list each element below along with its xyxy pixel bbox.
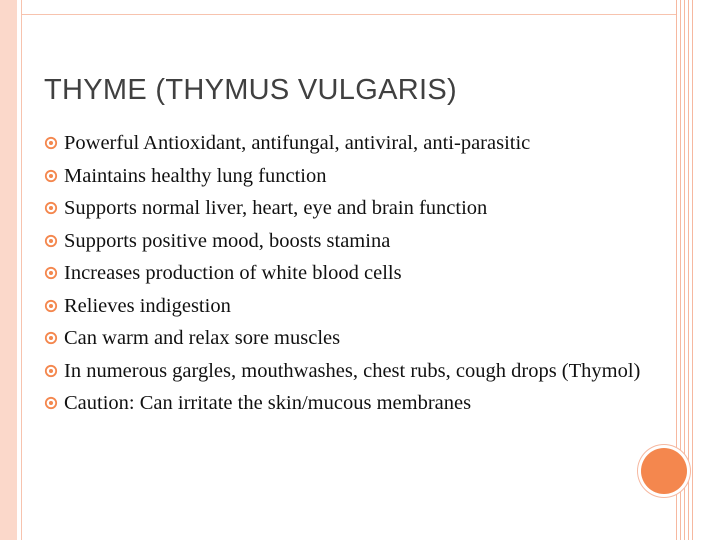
bullet-text: Supports positive mood, boosts stamina (64, 229, 391, 252)
bullet-text: Maintains healthy lung function (64, 164, 327, 187)
ring-bullet-icon (44, 201, 58, 215)
accent-circle (641, 448, 687, 494)
bullet-item (44, 130, 654, 157)
ring-bullet-icon (44, 331, 58, 345)
bullet-text: Supports normal liver, heart, eye and brain function (64, 197, 488, 219)
bullet-text: In numerous gargles, mouthwashes, chest rubs, cough drops (Thymol) (64, 359, 641, 382)
ring-bullet-icon (44, 136, 58, 150)
bullet-text: Caution: Can irritate the skin/mucous membranes (64, 392, 472, 414)
bullet-item (44, 228, 654, 255)
ring-bullet-icon (44, 234, 58, 248)
ring-bullet-icon (44, 299, 58, 313)
bullet-item (44, 358, 654, 385)
top-decorative-line (22, 14, 676, 15)
bullet-item (44, 195, 654, 222)
bullet-text: Can warm and relax sore muscles (64, 327, 341, 349)
bullet-item (44, 260, 654, 287)
left-decorative-line (21, 0, 22, 540)
ring-bullet-icon (44, 266, 58, 280)
bullet-text: Increases production of white blood cells (64, 262, 402, 284)
bullet-item (44, 390, 654, 417)
bullet-text: Powerful Antioxidant, antifungal, antiviral, anti-parasitic (64, 132, 531, 154)
bullet-item (44, 163, 654, 190)
ring-bullet-icon (44, 396, 58, 410)
ring-bullet-icon (44, 169, 58, 183)
ring-bullet-icon (44, 364, 58, 378)
bullet-item (44, 293, 654, 320)
left-decorative-bar (0, 0, 17, 540)
slide-title: THYME (THYMUS VULGARIS) (44, 74, 457, 106)
bullet-item (44, 325, 654, 352)
bullet-list (44, 130, 654, 423)
bullet-text: Relieves indigestion (64, 294, 231, 317)
